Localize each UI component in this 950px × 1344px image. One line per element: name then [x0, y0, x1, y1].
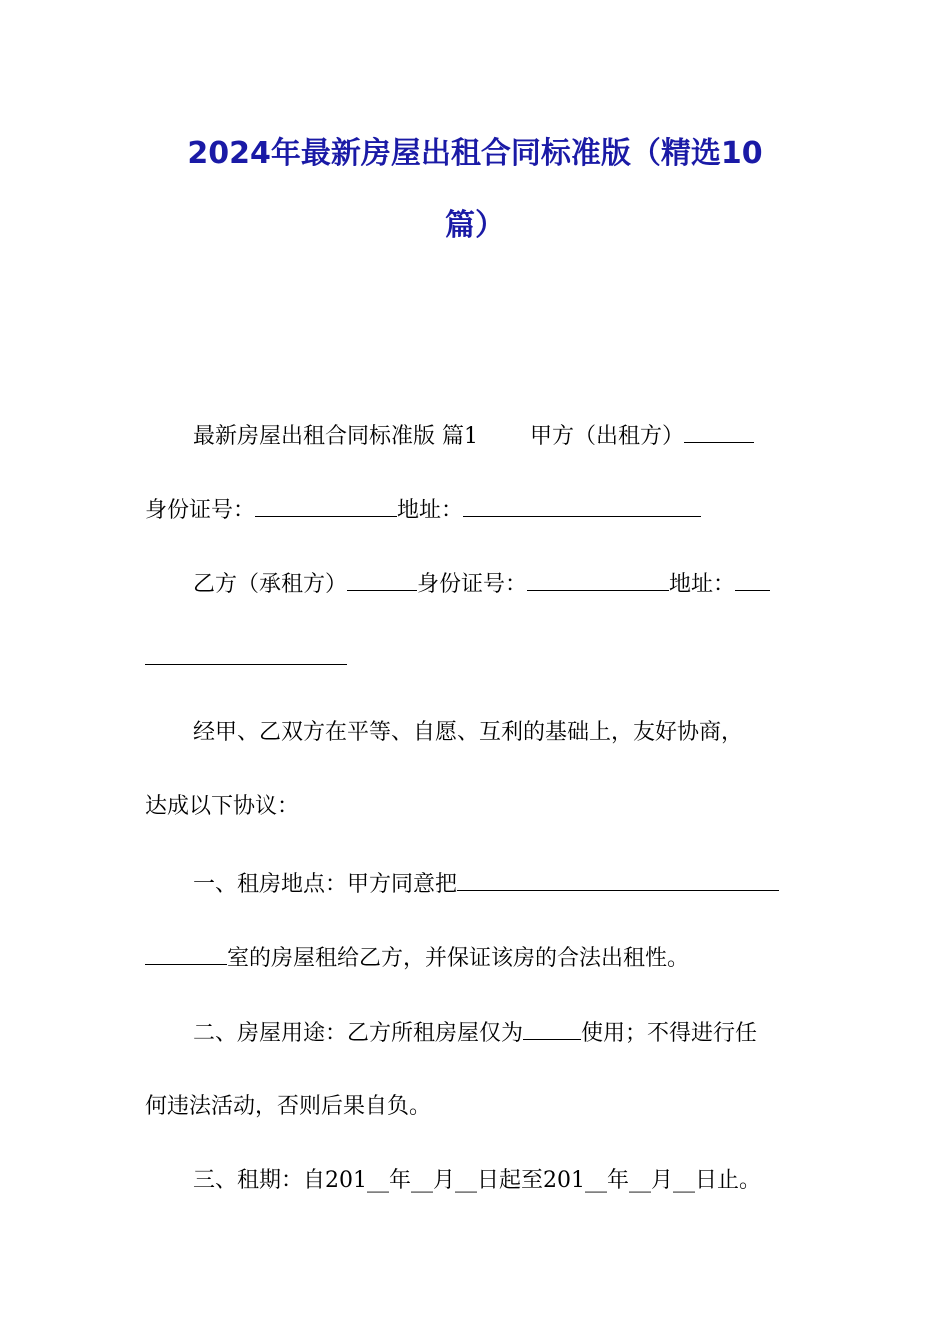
- party-a-address-label: 地址：: [397, 498, 464, 523]
- party-a-address-blank: [463, 494, 701, 517]
- party-b-name-blank: [347, 568, 417, 591]
- party-b-address-blank: [735, 568, 770, 591]
- party-a-name-blank: [684, 420, 754, 443]
- clause2-text-b: 使用；不得进行任: [581, 1021, 758, 1046]
- clause2-line2: 何违法活动，否则后果自负。: [145, 1094, 432, 1119]
- party-a-id-label: 身份证号：: [145, 498, 256, 523]
- party-b-address-label: 地址：: [669, 572, 736, 597]
- party-b-id-label: 身份证号：: [417, 572, 528, 597]
- clause1-room-blank: [145, 942, 227, 965]
- party-a-id-line: [145, 494, 701, 526]
- party-b-address-continuation: [145, 642, 347, 674]
- clause1-line2: [145, 942, 689, 974]
- party-a-label: 甲方（出租方）: [530, 424, 685, 449]
- party-b-address-blank-2: [145, 642, 347, 665]
- clause3-line1: 三、租期：自201__年__月__日起至201__年__月__日止。: [193, 1168, 761, 1193]
- clause2-line1: [193, 1017, 757, 1049]
- party-a-id-blank: [255, 494, 397, 517]
- section-label: 最新房屋出租合同标准版 篇1: [193, 424, 478, 449]
- clause2-text-a: 二、房屋用途：乙方所租房屋仅为: [193, 1021, 524, 1046]
- clause1-text: 一、租房地点：甲方同意把: [193, 872, 458, 897]
- party-a-header-line: [193, 420, 754, 452]
- party-b-line: [193, 568, 770, 600]
- document-title-line2: 篇）: [445, 208, 505, 243]
- clause2-usage-blank: [523, 1017, 581, 1040]
- document-title-line1: 2024年最新房屋出租合同标准版（精选10: [187, 136, 763, 171]
- party-b-id-blank: [527, 568, 669, 591]
- party-b-label: 乙方（承租方）: [193, 572, 348, 597]
- clause1-line1: [193, 868, 779, 900]
- clause1-location-blank: [457, 868, 779, 891]
- intro-line1: 经甲、乙双方在平等、自愿、互利的基础上，友好协商，: [193, 720, 744, 745]
- clause1-line2-text: 室的房屋租给乙方，并保证该房的合法出租性。: [227, 946, 690, 971]
- intro-line2: 达成以下协议：: [145, 794, 300, 819]
